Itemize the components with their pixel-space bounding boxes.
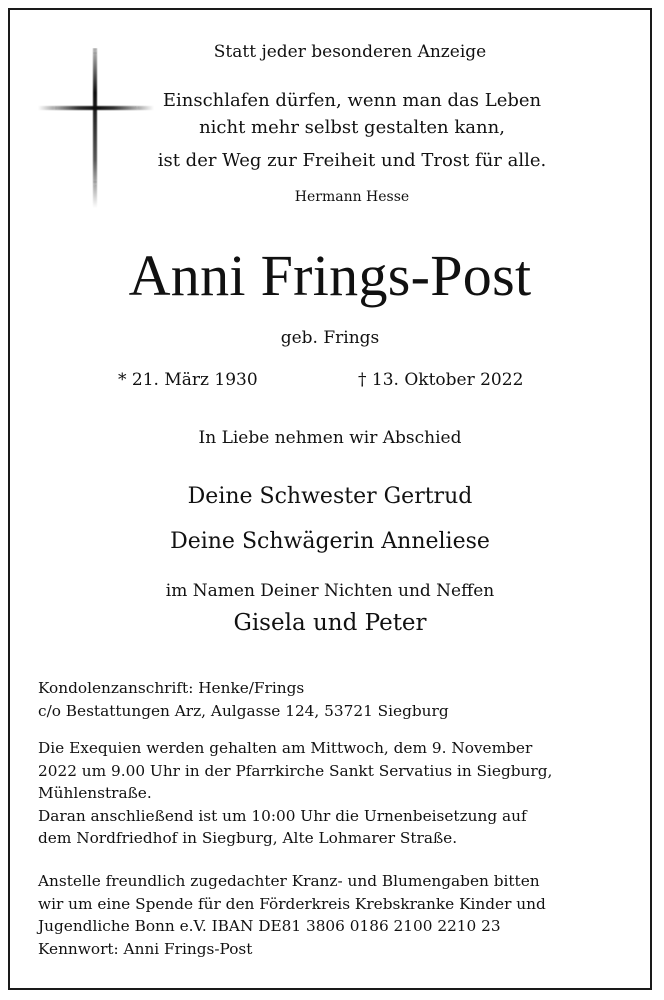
- quote-author: Hermann Hesse: [294, 189, 410, 205]
- donation-line-2: wir um eine Spende für den Förderkreis Krebskranke Kinder und: [38, 894, 546, 913]
- birth-date: * 21. März 1930: [118, 370, 258, 390]
- condolence-address: [38, 677, 628, 722]
- intro-line: Statt jeder besonderen Anzeige: [213, 42, 487, 62]
- obituary-notice: [8, 8, 652, 990]
- condolence-line-2: c/o Bestattungen Arz, Aulgasse 124, 53721 Siegburg: [38, 701, 449, 720]
- deceased-name: Anni Frings-Post: [128, 243, 532, 308]
- funeral-details: [38, 737, 628, 850]
- mourner-couple: Gisela und Peter: [233, 610, 427, 636]
- donation-request: [38, 870, 628, 960]
- quote-line-1: Einschlafen dürfen, wenn man das Leben: [162, 90, 542, 111]
- mourner-sister: Deine Schwester Gertrud: [187, 484, 473, 509]
- funeral-line-2: 2022 um 9.00 Uhr in der Pfarrkirche Sankt Servatius in Siegburg,: [38, 761, 553, 780]
- funeral-line-1: Die Exequien werden gehalten am Mittwoch, dem 9. November: [38, 739, 533, 757]
- condolence-line-1: Kondolenzanschrift: Henke/Frings: [38, 679, 305, 697]
- donation-line-3: Jugendliche Bonn e.V. IBAN DE81 3806 0186 2100 2210 23: [38, 917, 501, 935]
- quote-line-2: nicht mehr selbst gestalten kann,: [199, 117, 505, 138]
- funeral-line-5: dem Nordfriedhof in Siegburg, Alte Lohmarer Straße.: [38, 829, 458, 847]
- donation-line-1: Anstelle freundlich zugedachter Kranz- und Blumengaben bitten: [38, 872, 540, 890]
- funeral-line-4: Daran anschließend ist um 10:00 Uhr die Urnenbeisetzung auf: [38, 806, 527, 825]
- quote-line-3: ist der Weg zur Freiheit und Trost für alle.: [157, 150, 547, 171]
- mourner-sister-in-law: Deine Schwägerin Anneliese: [170, 529, 490, 554]
- donation-line-4: Kennwort: Anni Frings-Post: [38, 939, 253, 958]
- funeral-line-3: Mühlenstraße.: [38, 784, 152, 802]
- farewell-text: In Liebe nehmen wir Abschied: [198, 428, 462, 448]
- birth-name: geb. Frings: [280, 328, 380, 348]
- on-behalf-text: im Namen Deiner Nichten und Neffen: [165, 581, 495, 601]
- death-date: † 13. Oktober 2022: [358, 370, 524, 390]
